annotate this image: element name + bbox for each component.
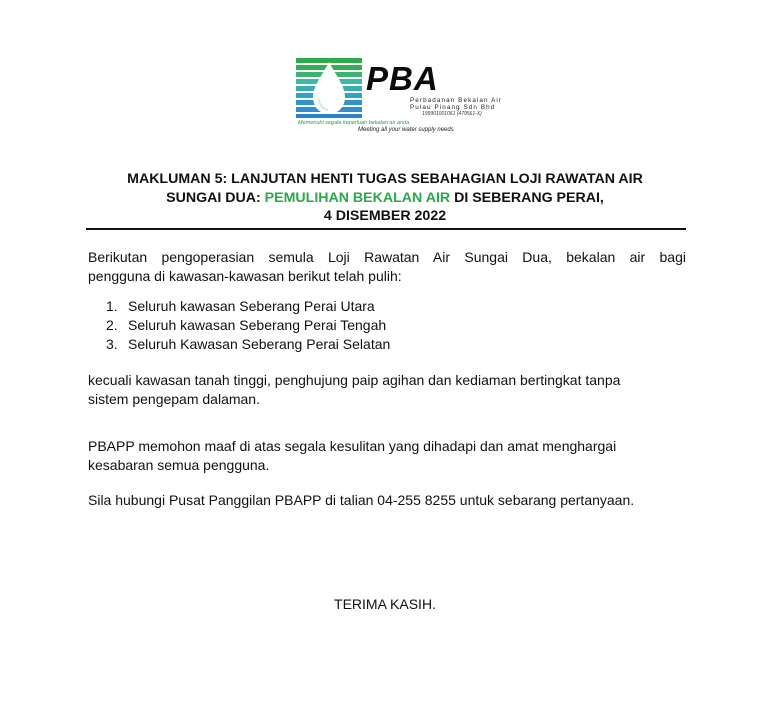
title-divider [86,228,686,230]
list-item [106,316,390,335]
exceptions-line-2: sistem pengepam dalaman. [88,391,260,407]
intro-paragraph [88,248,686,286]
list-item-number: 3. [106,336,118,352]
intro-line-1: Berikutan pengoperasian semula Loji Rawatan Air Sungai Dua, bekalan air bagi [88,249,686,265]
contact-paragraph: Sila hubungi Pusat Panggilan PBAPP di talian 04-255 8255 untuk sebarang pertanyaan. [88,492,635,508]
apology-paragraph [88,437,686,475]
exceptions-paragraph [88,371,686,409]
logo-company-line2: Pulau Pinang Sdn Bhd [410,104,496,111]
list-item-number: 1. [106,298,118,314]
list-item-text: Seluruh Kawasan Seberang Perai Selatan [128,336,391,352]
list-item [106,335,390,354]
logo-registration-number: 199901001061 (479561-X) [422,111,482,117]
title-line-2-prefix: SUNGAI DUA: [166,189,265,206]
list-item-text: Seluruh kawasan Seberang Perai Utara [128,298,375,314]
notice-title [84,170,686,226]
exceptions-line-1: kecuali kawasan tanah tinggi, penghujung paip agihan dan kediaman bertingkat tanpa [88,372,621,388]
intro-line-2: pengguna di kawasan-kawasan berikut telah pulih: [88,268,402,284]
logo-company-line1: Perbadanan Bekalan Air [410,97,503,104]
apology-line-1: PBAPP memohon maaf di atas segala kesulitan yang dihadapi dan amat menghargai [88,438,617,454]
water-drop-logo-icon [296,58,362,118]
apology-line-2: kesabaran semua pengguna. [88,457,270,473]
list-item-text: Seluruh kawasan Seberang Perai Tengah [128,317,387,333]
list-item [106,297,390,316]
title-date: 4 DISEMBER 2022 [323,208,447,224]
logo-tagline-malay: Memenuhi segala keperluan bekalan air anda [298,120,410,126]
title-highlight: PEMULIHAN BEKALAN AIR [264,189,451,206]
logo-company-name [410,97,503,111]
logo-wordmark: PBA [366,60,439,97]
title-line-1: MAKLUMAN 5: LANJUTAN HENTI TUGAS SEBAHAGIAN LOJI RAWATAN AIR [127,171,643,187]
title-line-2-suffix: DI SEBERANG PERAI, [450,189,604,206]
logo-tagline-english: Meeting all your water supply needs [358,127,454,133]
closing-text: TERIMA KASIH. [334,596,436,612]
list-item-number: 2. [106,317,118,333]
restored-areas-list [106,297,390,354]
title-line-2 [84,189,686,208]
pba-logo [296,58,503,138]
